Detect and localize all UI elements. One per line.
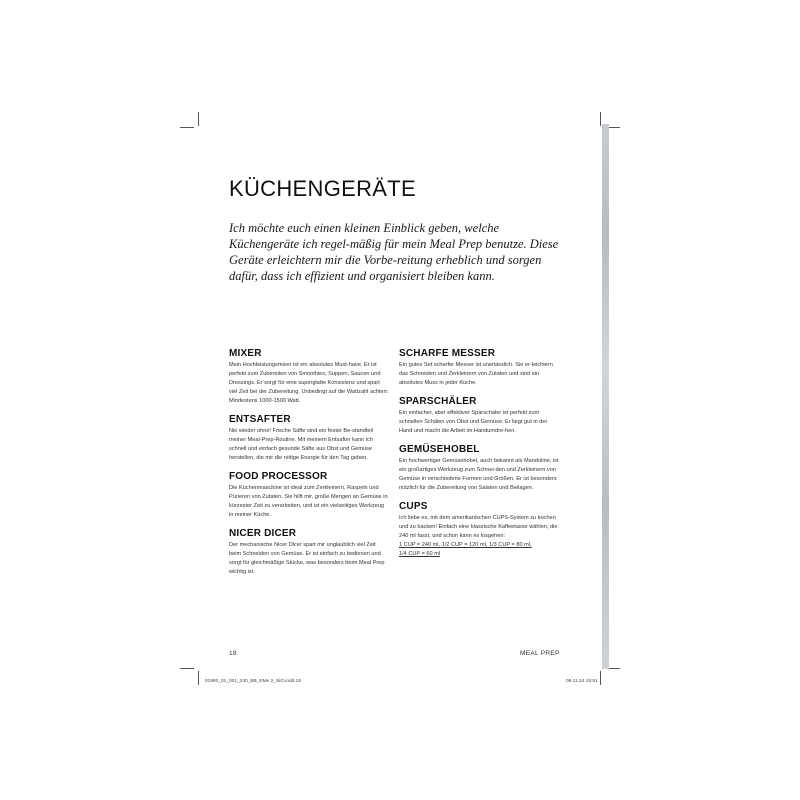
slug-filename: 01960_01_001_240_BB_EMe 2_SiG.indd 18: [205, 679, 302, 684]
section-cups: [399, 501, 559, 559]
intro-paragraph: Ich möchte euch einen kleinen Einblick geben, welche Küchengeräte ich regel-mäßig für mein Meal Prep benutze. Diese Geräte erleichtern mir die Vorbe-reitung erheblich und sorgen dafür, dass ich effizient und organisiert bleiben kann.: [229, 221, 559, 283]
crop-mark-bottom-left-vertical: [198, 671, 199, 685]
section-body: Mein Hochleistungsmixer ist ein absolutes Must-have. Er ist perfekt zum Zubereiten von Smoothies, Suppen, Saucen und Dressings. Er sorgt für eine superglatte Konsistenz und spart viel Zeit bei der Zubereitung. Unbedingt auf die Wattzahl achten: Mindestens 1000-1500 Watt.: [229, 362, 389, 404]
page-edge-bleed: [602, 124, 609, 669]
crop-mark-bottom-right-vertical: [600, 671, 601, 685]
cups-conversion-line-1: 1 CUP = 240 ml, 1/2 CUP = 120 ml, 1/3 CUP = 80 ml,: [399, 542, 532, 548]
running-footer: MEAL PREP: [520, 650, 560, 657]
section-body: Ich liebe es, mit dem amerikanischen CUPS-System zu kochen und zu backen! Einfach eine klassische Kaffeetasse wählen, die 240 ml fasst, und schon kann es losgehen:: [399, 515, 558, 539]
section-body: Ein hochwertiger Gemüsehobel, auch bekannt als Mandoline, ist ein großartiges Werkzeug zum Schnei-den und Zerkleinern von Gemüse in verschiedene Formen und Größen. Er ist besonders nützlich für die Zubereitung von Salaten und Beilagen.: [399, 458, 559, 491]
section-heading: NICER DICER: [229, 528, 297, 539]
crop-mark-top-left-vertical: [198, 112, 199, 126]
page-number: 18: [229, 650, 237, 657]
crop-mark-top-right-vertical: [600, 112, 601, 126]
section-heading: MIXER: [229, 348, 262, 359]
crop-mark-top-left-horizontal: [180, 127, 194, 128]
section-heading: FOOD PROCESSOR: [229, 471, 328, 482]
crop-mark-bottom-left-horizontal: [180, 668, 194, 669]
section-heading: GEMÜSEHOBEL: [399, 444, 480, 455]
slug-timestamp: 09.11.24 15:51: [566, 679, 598, 684]
right-column: [399, 348, 559, 567]
section-heading: SCHARFE MESSER: [399, 348, 496, 359]
section-body: Nie wieder ohne! Frische Säfte sind ein fester Be-standteil meiner Meal-Prep-Routine. Mit meinem Entsafter kann ich schnell und einfach gesunde Säfte aus Obst und Gemüse herstellen, die mir die nötige Energie für den Tag geben.: [229, 428, 373, 461]
section-heading: SPARSCHÄLER: [399, 396, 477, 407]
section-heading: CUPS: [399, 501, 428, 512]
section-food-processor: [229, 471, 389, 520]
page-title: KÜCHENGERÄTE: [229, 176, 416, 201]
section-body: Der mechanische Nicer Dicer spart mir unglaublich viel Zeit beim Schneiden von Gemüse. Er ist einfach zu bedienen und sorgt für gleichmäßige Stücke, was besonders beim Meal Prep wichtig ist.: [229, 542, 385, 575]
section-scharfe-messer: [399, 348, 559, 388]
cups-conversion-line-2: 1/4 CUP = 60 ml: [399, 551, 441, 557]
section-sparschaeler: [399, 396, 559, 436]
section-entsafter: [229, 414, 389, 463]
left-column: [229, 348, 389, 585]
section-gemuesehobel: [399, 444, 559, 493]
section-body: Ein einfacher, aber effektiver Sparschäler ist perfekt zum schnellen Schälen von Obst und Gemüse. Er liegt gut in der Hand und macht die Arbeit im Handumdre-hen.: [399, 410, 548, 434]
section-nicer-dicer: [229, 528, 389, 577]
section-heading: ENTSAFTER: [229, 414, 291, 425]
section-mixer: [229, 348, 389, 406]
section-body: Die Küchenmaschine ist ideal zum Zerkleinern, Raspeln und Pürieren von Zutaten. Sie hilft mir, große Mengen an Gemüse in kürzester Zeit zu verarbeiten, und ist ein vielseitiges Werkzeug in meiner Küche.: [229, 485, 388, 518]
section-body: Ein gutes Set scharfer Messer ist unerlässlich. Sie er-leichtern das Schneiden und Zerkleinern von Zutaten und sind ein absolutes Muss in jeder Küche.: [399, 362, 553, 386]
